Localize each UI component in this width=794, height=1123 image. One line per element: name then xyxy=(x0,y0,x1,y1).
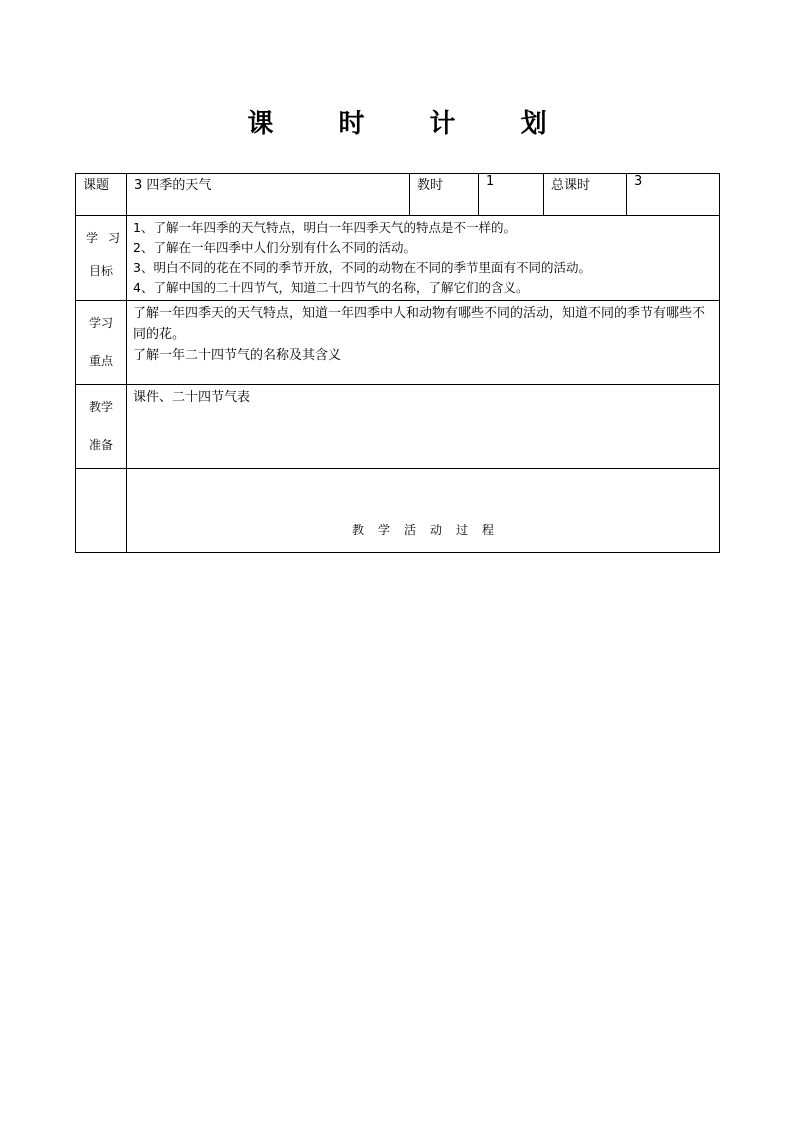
process-content xyxy=(127,469,720,553)
focus-label-line1: 学习 xyxy=(88,316,113,330)
preparation-row xyxy=(76,385,720,469)
process-label-cell xyxy=(76,469,127,553)
focus-content xyxy=(127,301,720,385)
page-title: 课 时 计 划 xyxy=(247,109,575,139)
topic-value: 3 四季的天气 xyxy=(127,174,410,216)
lesson-plan-table xyxy=(75,173,720,553)
focus-label-cell xyxy=(76,301,127,385)
goals-content xyxy=(127,216,720,301)
focus-row xyxy=(76,301,720,385)
goals-label-cell xyxy=(76,216,131,301)
preparation-content xyxy=(127,385,720,469)
preparation-text: 课件、二十四节气表 xyxy=(133,390,251,405)
goal-item: 2、了解在一年四季中人们分别有什么不同的活动。 xyxy=(133,240,416,255)
header-row xyxy=(76,174,720,216)
goals-label-line2: 目标 xyxy=(88,264,113,278)
focus-paragraph: 了解一年四季天的天气特点，知道一年四季中人和动物有哪些不同的活动，知道不同的季节有哪些不同的花。 xyxy=(133,306,706,342)
process-heading: 教学活动过程 xyxy=(351,523,508,537)
period-value: 1 xyxy=(479,174,544,216)
goal-item: 4、了解中国的二十四节气，知道二十四节气的名称，了解它们的含义。 xyxy=(133,280,529,295)
period-label: 教时 xyxy=(410,174,479,216)
goals-label-line1: 学习 xyxy=(86,231,131,245)
preparation-label-cell xyxy=(76,385,127,469)
focus-paragraph: 了解一年二十四节气的名称及其含义 xyxy=(133,348,342,363)
goal-item: 1、了解一年四季的天气特点，明白一年四季天气的特点是不一样的。 xyxy=(133,220,516,235)
total-periods-value: 3 xyxy=(627,174,720,216)
total-periods-label: 总课时 xyxy=(544,174,627,216)
process-row xyxy=(76,469,720,553)
goal-item: 3、明白不同的花在不同的季节开放，不同的动物在不同的季节里面有不同的活动。 xyxy=(133,260,591,275)
preparation-label-line2: 准备 xyxy=(88,438,113,452)
preparation-label-line1: 教学 xyxy=(88,400,113,414)
topic-label: 课题 xyxy=(76,174,127,216)
goals-row xyxy=(76,216,720,301)
focus-label-line2: 重点 xyxy=(88,354,113,368)
